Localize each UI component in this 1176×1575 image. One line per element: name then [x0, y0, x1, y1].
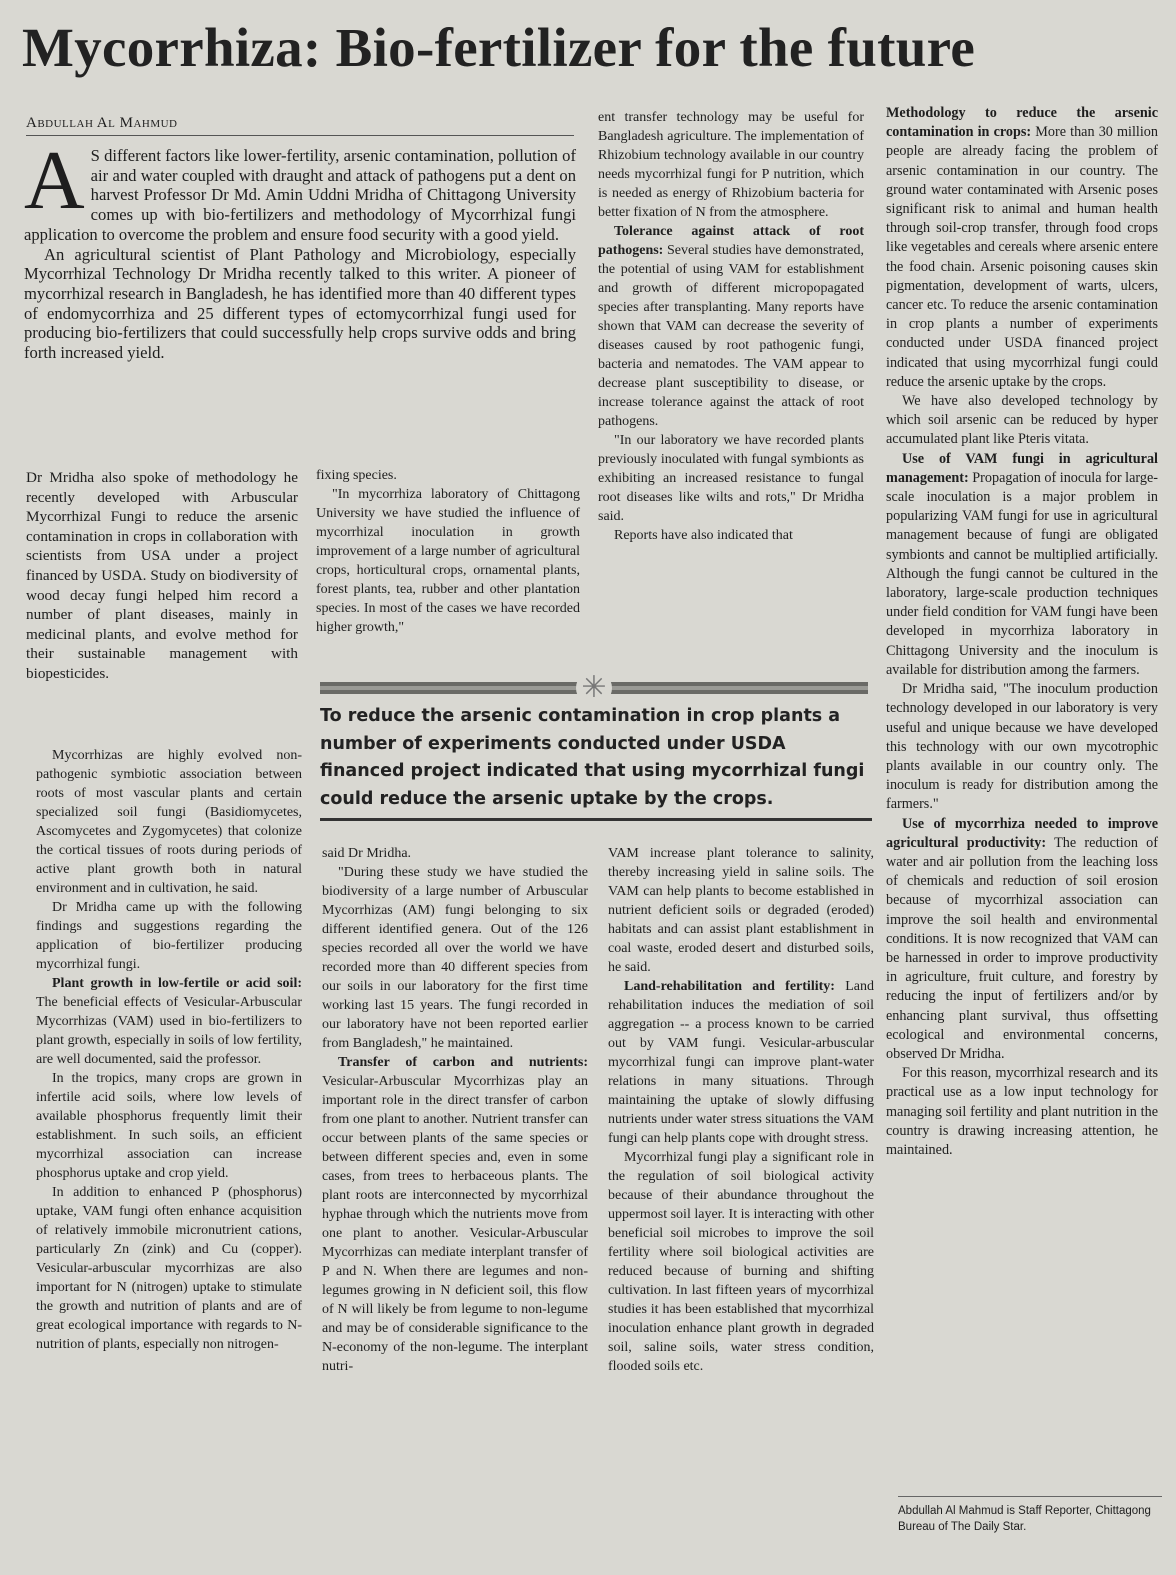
- author-footnote: Abdullah Al Mahmud is Staff Reporter, Chittagong Bureau of The Daily Star.: [898, 1496, 1162, 1542]
- subheading: Transfer of carbon and nutrients:: [338, 1055, 588, 1070]
- paragraph: Dr Mridha also spoke of methodology he recently developed with Arbuscular Mycorrhizal Fungi to reduce the arsenic contamination in crops in collaboration with scientists from USA under a project financed by USDA. Study on biodiversity of wood decay fungi helped him record a number of plant diseases, mainly in medicinal plants, and evolve method for their sustainable management with biopesticides.: [26, 469, 298, 682]
- paragraph: fixing species.: [316, 468, 397, 483]
- paragraph: Tolerance against attack of root pathogens: Several studies have demonstrated, the potential of using VAM for establishment and growth of different micropopagated species after transplanting. Many reports have shown that VAM can decrease the severity of diseases caused by root pathogenic fungi, bacteria and nematodes. The VAM appear to decrease plant susceptibility to disease, or increase tolerance against the attack of root pathogens.: [598, 224, 864, 429]
- paragraph: Transfer of carbon and nutrients: Vesicular-Arbuscular Mycorrhizas play an important role in the direct transfer of carbon from one plant to another. Nutrient transfer can occur between plants of the same species or between different species and, even in some cases, from trees to herbaceous plants. The plant roots are interconnected by mycorrhizal hyphae through which the nutrients move from one plant to another. Vesicular-Arbuscular Mycorrhizas can mediate interplant transfer of P and N. When there are legumes and non-legumes growing in N deficient soil, this flow of N will likely be from legume to non-legume and may be of considerable significance to the N-economy of the non-legume. The interplant nutri-: [322, 1055, 588, 1374]
- paragraph: said Dr Mridha.: [322, 846, 412, 861]
- paragraph: Dr Mridha said, "The inoculum production technology developed in our laboratory is very useful and unique because we have developed this technology with our own mycotrophic plants available in our country only. The inoculum is ready for distribution among the farmers.": [886, 681, 1158, 813]
- paragraph: Mycorrhizal fungi play a significant role in the regulation of soil biological activity because of their abundance throughout the uppermost soil layer. It is interacting with other beneficial soil microbes to improve the soil fertility where soil biological activities are reduced because of burning and shifting cultivation. In last fifteen years of mycorrhizal studies it has been established that mycorrhizal inoculation enhance plant growth in degraded soil, saline soils, water stress condition, flooded soils etc.: [608, 1150, 874, 1374]
- subheading: Use of VAM fungi in agricultural management:: [886, 450, 1158, 486]
- column-4: [886, 104, 1158, 1492]
- paragraph: Land-rehabilitation and fertility: Land rehabilitation induces the mediation of soil aggregation -- a process known to be carried out by VAM fungi. Vesicular-arbuscular mycorrhizal fungi can improve plant-water relations in many situations. Through maintaining the uptake of slowly diffusing nutrients under water stress situations the VAM fungi can help plants cope with drought stress.: [608, 979, 874, 1146]
- paragraph: "During these study we have studied the biodiversity of a large number of Arbuscular Mycorrhizas (AM) fungi belonging to six different identified genera. Out of the 126 species recorded all over the world we have recorded more than 40 different species from our soils in our laboratory for the first time working last 15 years. The fungi recorded in our laboratory have not been reported earlier from Bangladesh," he maintained.: [322, 865, 588, 1051]
- intro-paragraph-1: A S different factors like lower-fertility, arsenic contamination, pollution of air and water coupled with draught and attack of pathogens put a dent on harvest Professor Dr Md. Amin Uddni Mridha of Chittagong University comes up with bio-fertilizers and methodology of Mycorrhizal fungi application to overcome the problem and ensure food security with a good yield.: [24, 134, 576, 244]
- column-1-upper: [26, 468, 298, 736]
- column-2-upper: [316, 466, 580, 678]
- intro-block: [24, 134, 576, 458]
- subheading: Land-rehabilitation and fertility:: [624, 979, 835, 994]
- subheading: Methodology to reduce the arsenic contamination in crops:: [886, 105, 1158, 141]
- sparkle-icon: ✳: [576, 670, 612, 706]
- paragraph: Plant growth in low-fertile or acid soil: The beneficial effects of Vesicular-Arbuscular Mycorrhizas (VAM) used in bio-fertilizers to plant growth, especially in soils of low fertility, are well documented, said the professor.: [36, 976, 302, 1067]
- headline: Mycorrhiza: Bio-fertilizer for the future: [22, 17, 976, 78]
- paragraph: In the tropics, many crops are grown in infertile acid soils, where low levels of available phosphorus frequently limit their establishment. In such soils, an efficient mycorrhizal association can increase phosphorus uptake and crop yield.: [36, 1071, 302, 1181]
- paragraph: ent transfer technology may be useful for Bangladesh agriculture. The implementation of Rhizobium technology available in our country needs mycorrhizal fungi for P nutrition, which is needed as energy of Rhizobium bacteria for better fixation of N from the atmosphere.: [598, 110, 864, 220]
- paragraph: "In our laboratory we have recorded plants previously inoculated with fungal symbionts as exhibiting an increased resistance to fungal root diseases like wilts and rots," Dr Mridha said.: [598, 433, 864, 524]
- paragraph: Dr Mridha came up with the following findings and suggestions regarding the application of bio-fertilizer producing mycorrhizal fungi.: [36, 900, 302, 972]
- paragraph: Methodology to reduce the arsenic contamination in crops: More than 30 million people are already facing the problem of arsenic contamination in our country. The ground water contaminated with Arsenic poses significant risk to animal and human health through soil-crop transfer, through food crops like vegetables and cereals where arsenic entere the food chain. Arsenic poisoning causes skin pigmentation, development of warts, ulcers, cancer etc. To reduce the arsenic contamination in crop plants a number of experiments conducted under USDA financed project indicated that using mycorrhizal fungi could reduce the arsenic uptake by the crops.: [886, 105, 1158, 390]
- paragraph: Reports have also indicated that: [614, 528, 793, 543]
- subheading: Plant growth in low-fertile or acid soil:: [52, 976, 302, 991]
- column-2-lower: [322, 844, 588, 1540]
- paragraph: Use of mycorrhiza needed to improve agricultural productivity: The reduction of water and air pollution from the leaching loss of chemicals and reduction of soil erosion because of mycorrhizal association can improve the soil health and environmental conditions. It is now recognized that VAM can be harnessed in order to improve productivity in agriculture, fruit culture, and forestry by reducing the input of fertilizers and/or by enhancing plant survival, thus offsetting ecological and environmental concerns, observed Dr Mridha.: [886, 815, 1158, 1062]
- byline: Abdullah Al Mahmud: [26, 112, 574, 136]
- paragraph: Use of VAM fungi in agricultural management: Propagation of inocula for large-scale inoculation is a major problem in popularizing VAM fungi for use in agricultural management because of fungi are obligated symbionts and cannot be multiplied artificially. Although the fungi cannot be cultured in the laboratory, large-scale production techniques under field condition for VAM fungi have been developed in mycorrhiza laboratory in Chittagong University and the inoculum is available for distribution among the farmers.: [886, 450, 1158, 678]
- column-3-lower: [608, 844, 874, 1540]
- intro-paragraph-2: An agricultural scientist of Plant Pathology and Microbiology, especially Mycorrhizal Technology Dr Mridha recently talked to this writer. A pioneer of mycorrhizal research in Bangladesh, he has identified more than 40 different types of endomycorrhiza and 25 different types of ectomycorrhizal fungi used for producing bio-fertilizers that could successfully help crops survive odds and bring forth increased yield.: [24, 244, 576, 363]
- pull-quote: To reduce the arsenic contamination in crop plants a number of experiments conducted under USDA financed project indicated that using mycorrhizal fungi could reduce the arsenic uptake by the crops.: [320, 703, 872, 821]
- paragraph: VAM increase plant tolerance to salinity, thereby increasing yield in saline soils. The VAM can help plants to become established in nutrient deficient soils or degraded (eroded) habitats and can assist plant establishment in coal waste, eroded desert and disturbed soils, he said.: [608, 846, 874, 975]
- paragraph: Mycorrhizas are highly evolved non-pathogenic symbiotic association between roots of most vascular plants and certain specialized soil fungi (Basidiomycetes, Ascomycetes and Zygomycetes) that colonize the cortical tissues of roots during periods of active plant growth both in natural environment and in cultivation, he said.: [36, 748, 302, 896]
- subheading: Use of mycorrhiza needed to improve agricultural productivity:: [886, 815, 1158, 851]
- paragraph: For this reason, mycorrhizal research and its practical use as a low input technology for managing soil fertility and plant nutrition in the country is drawing increasing attention, he maintained.: [886, 1065, 1158, 1158]
- drop-cap: A: [24, 134, 85, 227]
- column-1-lower: [36, 746, 302, 1546]
- paragraph: In addition to enhanced P (phosphorus) uptake, VAM fungi often enhance acquisition of relatively immobile micronutrient cations, particularly Zn (zink) and Cu (copper). Vesicular-arbuscular mycorrhizas are also important for N (nitrogen) uptake to stimulate the growth and nutrition of plants and are of great ecological importance with regards to N-nutrition of plants, especially non nitrogen-: [36, 1185, 302, 1352]
- column-3-upper: [598, 108, 864, 678]
- paragraph: We have also developed technology by which soil arsenic can be reduced by hyper accumulated plant like Pteris vitata.: [886, 393, 1158, 448]
- paragraph: "In mycorrhiza laboratory of Chittagong University we have studied the influence of mycorrhizal inoculation in growth improvement of a large number of agricultural crops, horticultural crops, ornamental plants, forest plants, tea, rubber and other plantation species. In most of the cases we have recorded higher growth,": [316, 487, 580, 635]
- subheading: Tolerance against attack of root pathogens:: [598, 224, 864, 258]
